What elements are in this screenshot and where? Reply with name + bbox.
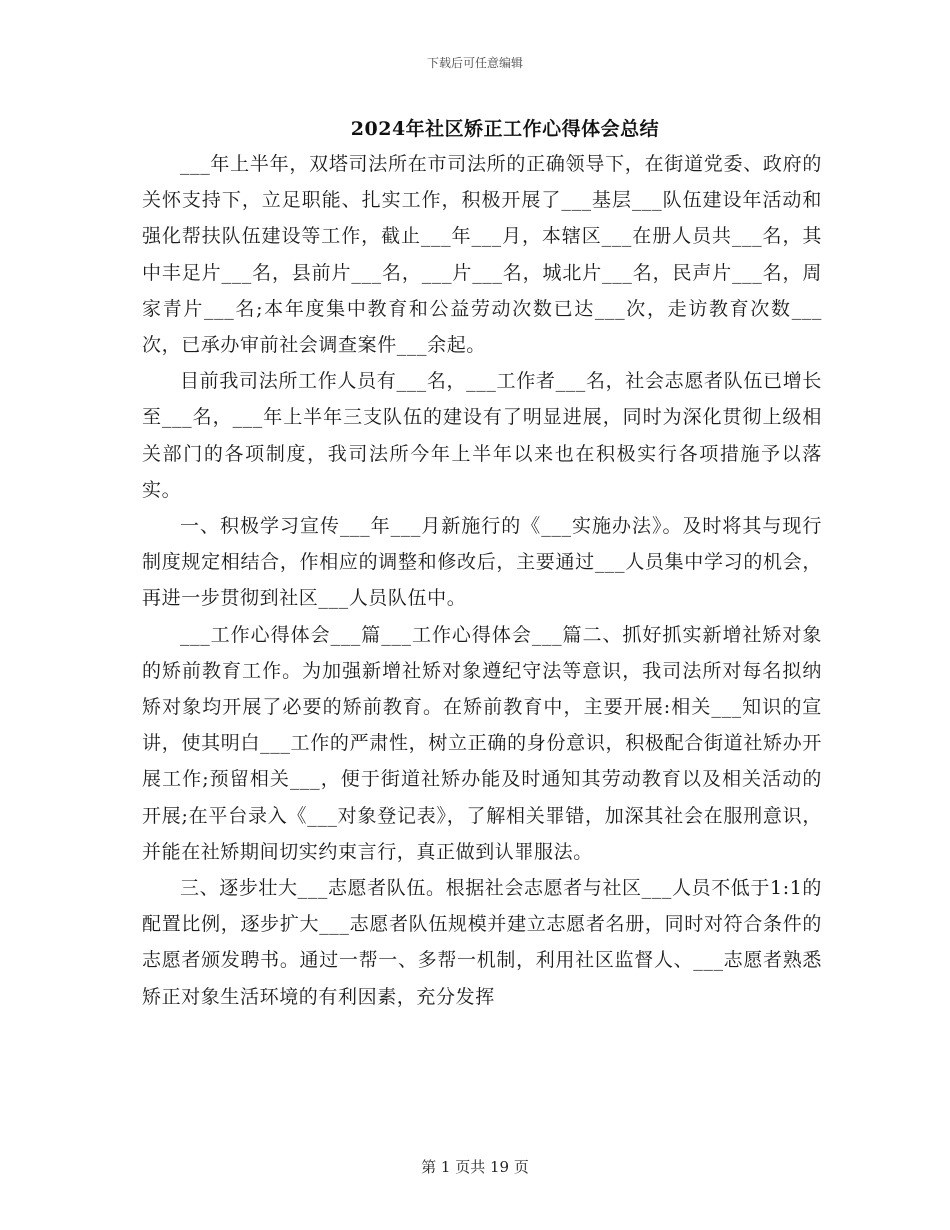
paragraph-1: ___年上半年，双塔司法所在市司法所的正确领导下，在街道党委、政府的关怀支持下，立足职能、扎实工作，积极开展了___基层___队伍建设年活动和强化帮扶队伍建设等工作，截止___年___月，本辖区___在册人员共___名，其中丰足片___名，县前片___名，___片___名，城北片___名，民声片___名，周家青片___名;本年度集中教育和公益劳动次数已达___次，走访教育次数___次，已承办审前社会调查案件___余起。: [142, 153, 822, 357]
paragraph-2: 目前我司法所工作人员有___名，___工作者___名，社会志愿者队伍已增长至___名，___年上半年三支队伍的建设有了明显进展，同时为深化贯彻上级相关部门的各项制度，我司法所今年上半年以来也在积极实行各项措施予以落实。: [142, 370, 822, 501]
paragraph-3: 一、积极学习宣传___年___月新施行的《___实施办法》。及时将其与现行制度规定相结合，作相应的调整和修改后，主要通过___人员集中学习的机会，再进一步贯彻到社区___人员队伍中。: [142, 515, 822, 610]
document-body: [142, 146, 822, 1015]
header-note: 下载后可任意编辑: [426, 56, 523, 70]
paragraph-5: 三、逐步壮大___志愿者队伍。根据社会志愿者与社区___人员不低于1:1的配置比例，逐步扩大___志愿者队伍规模并建立志愿者名册，同时对符合条件的志愿者颁发聘书。通过一帮一、多帮一机制，利用社区监督人、___志愿者熟悉矫正对象生活环境的有利因素，充分发挥: [142, 877, 822, 1008]
document-title: 2024年社区矫正工作心得体会总结: [350, 118, 660, 140]
paragraph-4: ___工作心得体会___篇___工作心得体会___篇二、抓好抓实新增社矫对象的矫前教育工作。为加强新增社矫对象遵纪守法等意识，我司法所对每名拟纳矫对象均开展了必要的矫前教育。在矫前教育中，主要开展:相关___知识的宣讲，使其明白___工作的严肃性，树立正确的身份意识，积极配合街道社矫办开展工作;预留相关___，便于街道社矫办能及时通知其劳动教育以及相关活动的开展;在平台录入《___对象登记表》，了解相关罪错，加深其社会在服刑意识，并能在社矫期间切实约束言行，真正做到认罪服法。: [142, 623, 822, 863]
page-number: 第 1 页共 19 页: [421, 1158, 529, 1176]
